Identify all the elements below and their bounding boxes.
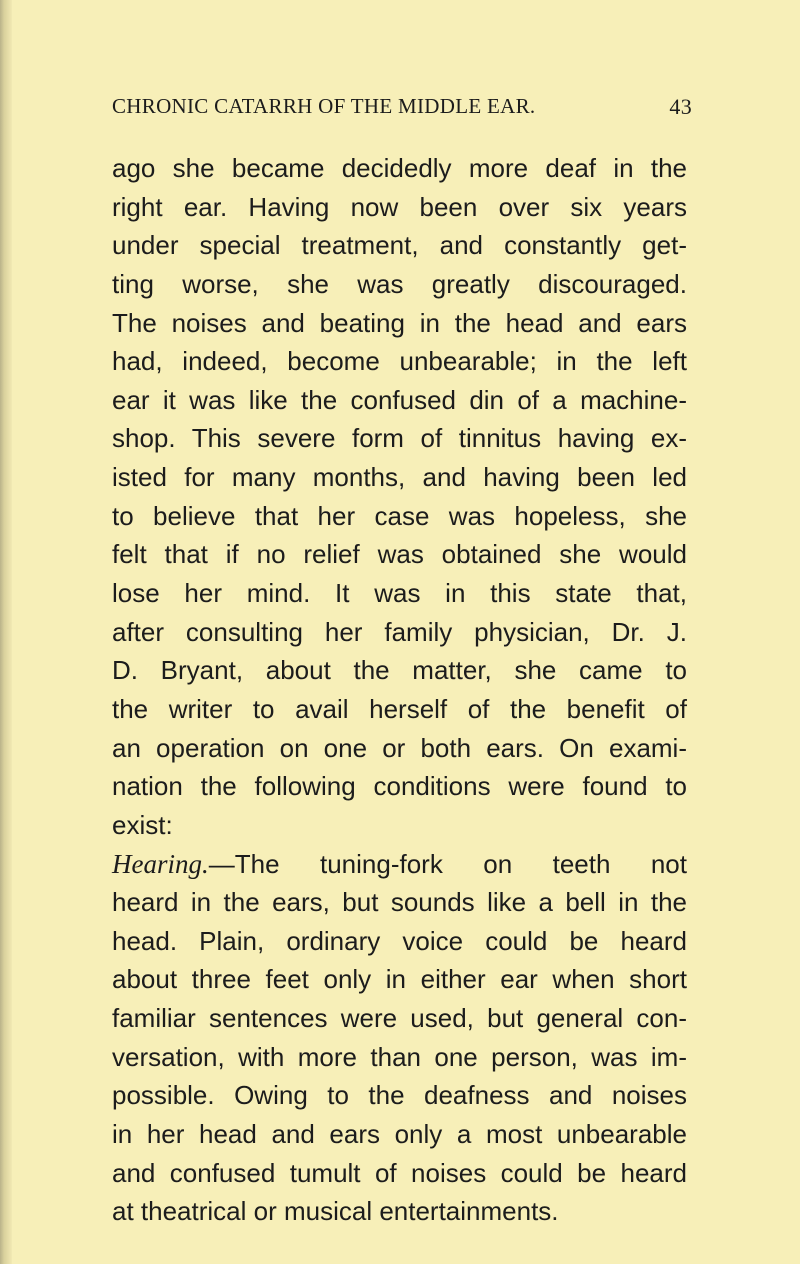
text-line: in her head and ears only a most unbearable bbox=[112, 1119, 687, 1150]
text-line: had, indeed, become unbearable; in the left bbox=[112, 346, 687, 377]
text-line: possible. Owing to the deafness and noises bbox=[112, 1080, 687, 1111]
text-line: under special treatment, and constantly get- bbox=[112, 230, 687, 261]
text-line: at theatrical or musical entertainments. bbox=[112, 1196, 559, 1227]
text-line: shop. This severe form of tinnitus having ex- bbox=[112, 423, 687, 454]
text-line: ear it was like the confused din of a machine- bbox=[112, 384, 687, 415]
text-line: to believe that her case was hopeless, she bbox=[112, 500, 687, 531]
body-text bbox=[112, 149, 687, 1231]
paragraph-1 bbox=[112, 149, 687, 845]
page-header bbox=[112, 94, 692, 128]
text-line: familiar sentences were used, but general con- bbox=[112, 1003, 687, 1034]
text-line: exist: bbox=[112, 809, 173, 840]
text-line: right ear. Having now been over six years bbox=[112, 191, 687, 222]
paragraph-2 bbox=[112, 845, 687, 1231]
page-number: 43 bbox=[669, 94, 692, 119]
text-line: D. Bryant, about the matter, she came to bbox=[112, 655, 687, 686]
text-line: ago she became decidedly more deaf in the bbox=[112, 153, 687, 183]
text-line: isted for many months, and having been led bbox=[112, 462, 687, 493]
text-line: heard in the ears, but sounds like a bell in the bbox=[112, 887, 687, 918]
text-line: lose her mind. It was in this state that, bbox=[112, 578, 687, 609]
text-line: an operation on one or both ears. On exami- bbox=[112, 732, 687, 763]
text-line: nation the following conditions were found to bbox=[112, 771, 687, 802]
text-line-rest: —The tuning-fork on teeth not bbox=[208, 848, 687, 879]
running-head: CHRONIC CATARRH OF THE MIDDLE EAR. bbox=[112, 94, 536, 118]
text-line: the writer to avail herself of the benefit of bbox=[112, 693, 687, 724]
text-line-first bbox=[112, 845, 687, 884]
text-line: after consulting her family physician, Dr. J. bbox=[112, 616, 687, 647]
text-line: and confused tumult of noises could be heard bbox=[112, 1157, 687, 1188]
text-line: felt that if no relief was obtained she would bbox=[112, 539, 687, 570]
text-line: The noises and beating in the head and ears bbox=[112, 307, 687, 338]
text-line: ting worse, she was greatly discouraged. bbox=[112, 268, 687, 299]
text-line: head. Plain, ordinary voice could be heard bbox=[112, 925, 687, 956]
section-heading-hearing: Hearing. bbox=[112, 848, 209, 879]
text-line: about three feet only in either ear when short bbox=[112, 964, 687, 995]
page-gutter-shadow bbox=[0, 0, 12, 1264]
text-line: versation, with more than one person, was im- bbox=[112, 1041, 687, 1072]
